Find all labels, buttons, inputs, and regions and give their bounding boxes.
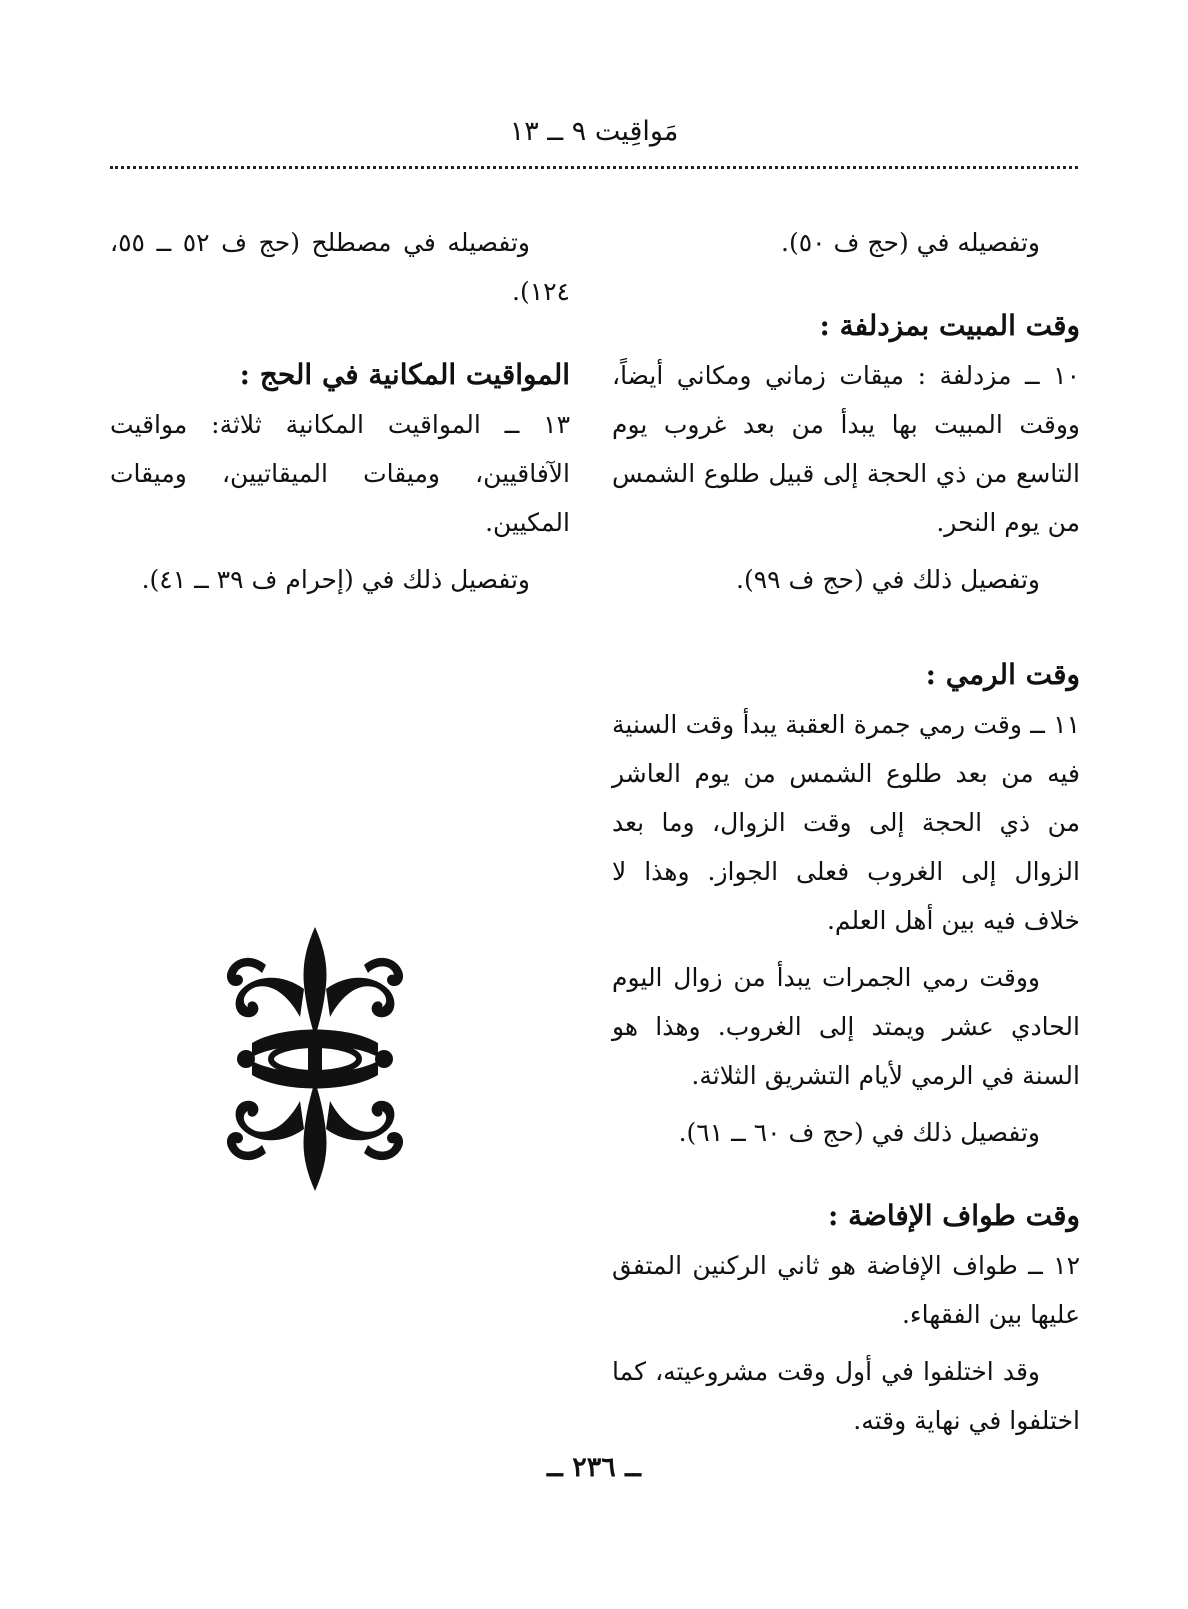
heading-rami: وقت الرمي : <box>925 658 1080 691</box>
paragraph-ifada: ١٢ ــ طواف الإفاضة هو ثاني الركنين المتفق عليها بين الفقهاء. <box>612 1251 1080 1329</box>
left-col-ref-1: وتفصيله في مصطلح (حج ف ٥٢ ــ ٥٥، ١٢٤). <box>110 228 570 306</box>
spacer <box>612 275 1080 293</box>
paragraph-rami: ١١ ــ وقت رمي جمرة العقبة يبدأ وقت السنية فيه من بعد طلوع الشمس من يوم العاشر من ذي الحجة إلى وقت الزوال، وما بعد الزوال إلى الغروب فعلى الجواز. وهذا لا خلاف فيه بين أهل العلم. <box>612 710 1080 935</box>
page-number: ــ ٢٣٦ ــ <box>547 1452 641 1483</box>
left-column <box>110 218 570 612</box>
right-col-ref-1: وتفصيله في (حج ف ٥٠). <box>781 228 1040 257</box>
ref-makaniya: وتفصيل ذلك في (إحرام ف ٣٩ ــ ٤١). <box>141 565 530 594</box>
heading-makaniya: المواقيت المكانية في الحج : <box>239 358 570 391</box>
running-head: مَواقِيت ٩ ــ ١٣ <box>509 116 679 147</box>
spacer <box>612 1165 1080 1183</box>
spacer <box>612 612 1080 642</box>
paragraph-makaniya: ١٣ ــ المواقيت المكانية ثلاثة: مواقيت الآفاقيين، وميقات الميقاتيين، وميقات المكيين. <box>110 410 570 537</box>
paragraph-ifada-2: وقد اختلفوا في أول وقت مشروعيته، كما اختلفوا في نهاية وقته. <box>612 1357 1080 1435</box>
paragraph-muzdalifa: ١٠ ــ مزدلفة : ميقات زماني ومكاني أيضاً، ووقت المبيت بها يبدأ من بعد غروب يوم التاسع من ذي الحجة إلى قبيل طلوع الشمس من يوم النحر. <box>612 361 1080 537</box>
ref-muzdalifa: وتفصيل ذلك في (حج ف ٩٩). <box>736 565 1040 594</box>
fleur-de-lis-ornament-icon <box>222 925 408 1193</box>
paragraph-rami-2: ووقت رمي الجمرات يبدأ من زوال اليوم الحادي عشر ويمتد إلى الغروب. وهذا هو السنة في الرمي لأيام التشريق الثلاثة. <box>612 963 1080 1090</box>
heading-muzdalifa: وقت المبيت بمزدلفة : <box>819 309 1080 342</box>
right-column <box>612 218 1080 1453</box>
header-dotted-rule <box>110 166 1078 169</box>
heading-ifada: وقت طواف الإفاضة : <box>828 1199 1080 1232</box>
ref-rami: وتفصيل ذلك في (حج ف ٦٠ ــ ٦١). <box>678 1118 1040 1147</box>
spacer <box>110 324 570 342</box>
